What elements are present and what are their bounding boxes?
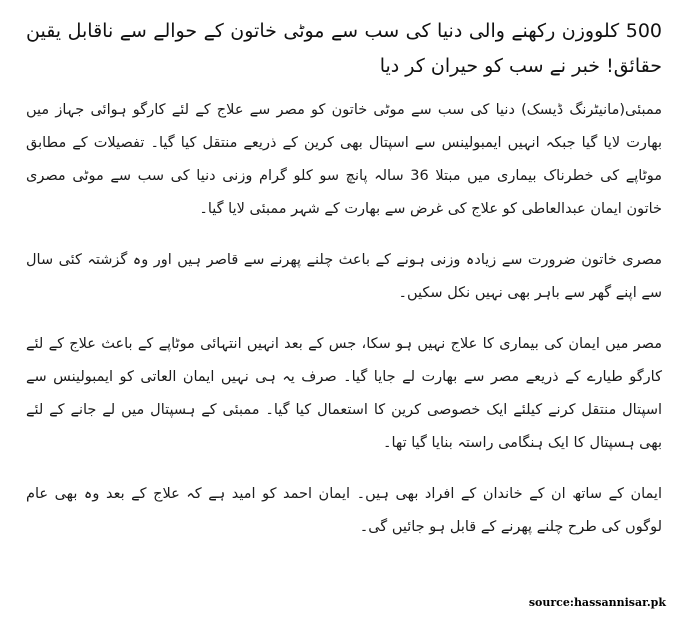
article-paragraph: ایمان کے ساتھ ان کے خاندان کے افراد بھی ہیں۔ ایمان احمد کو امید ہے کہ علاج کے بعد وہ بھی عام لوگوں کی طرح چلنے پھرنے کے قابل ہو جائیں گی۔ bbox=[26, 486, 662, 535]
article-paragraph: ممبئی(مانیٹرنگ ڈیسک) دنیا کی سب سے موٹی خاتون کو مصر سے علاج کے لئے کارگو ہوائی جہاز میں بھارت لایا گیا جبکہ انہیں ایمبولینس سے اسپتال بھی کرین کے ذریعے منتقل کیا گیا۔ تفصیلات کے مطابق موٹاپے کی خطرناک بیماری میں مبتلا 36 سالہ پانچ سو کلو گرام وزنی دنیا کی سب سے موٹی مصری خاتون ایمان عبدالعاطی کو علاج کی غرض سے بھارت کے شہر ممبئی لایا گیا۔ bbox=[26, 102, 662, 217]
source-credit: source:hassannisar.pk bbox=[528, 596, 666, 609]
article-headline: 500 کلووزن رکھنے والی دنیا کی سب سے موٹی خاتون کے حوالے سے ناقابل یقین حقائق! خبر نے سب کو حیران کر دیا bbox=[26, 20, 662, 77]
article-paragraph: مصر میں ایمان کی بیماری کا علاج نہیں ہو سکا، جس کے بعد انہیں انتہائی موٹاپے کے باعث علاج کے لئے کارگو طیارے کے ذریعے مصر سے بھارت لے جایا گیا۔ صرف یہ ہی نہیں ایمان العاتی کو ایمبولینس سے اسپتال منتقل کرنے کیلئے ایک خصوصی کرین کا استعمال کیا گیا۔ ممبئی کے ہسپتال میں لے جانے کے لئے بھی ہسپتال کا ایک ہنگامی راستہ بنایا گیا تھا۔ bbox=[26, 336, 662, 451]
article-paragraph: مصری خاتون ضرورت سے زیادہ وزنی ہونے کے باعث چلنے پھرنے سے قاصر ہیں اور وہ گزشتہ کئی سال سے اپنے گھر سے باہر بھی نہیں نکل سکیں۔ bbox=[26, 252, 662, 301]
